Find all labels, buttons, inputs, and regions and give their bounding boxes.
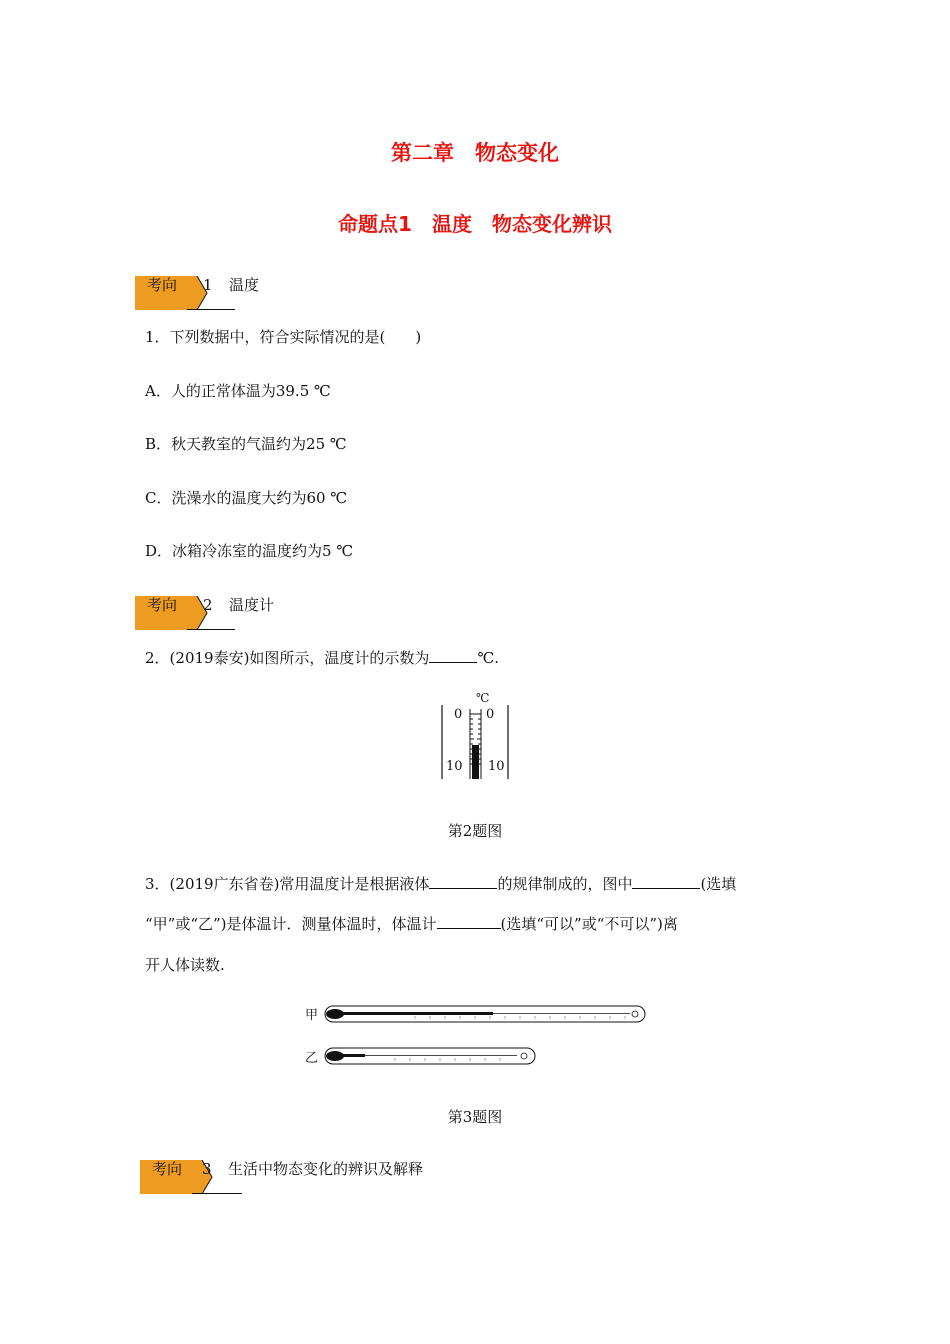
question-1-option-d: D．冰箱冷冻室的温度约为5 ℃ <box>145 542 354 560</box>
question-3-line-1 <box>145 874 736 894</box>
question-3-text: (选填“可以”或“不可以”)离 <box>500 915 678 933</box>
label-jia: 甲 <box>305 1008 319 1023</box>
tag-text: 生活中物态变化的辨识及解释 <box>228 1160 424 1178</box>
question-3-line-2 <box>145 914 678 934</box>
tag-label: 考向 <box>152 1160 183 1178</box>
thermometers-figure <box>305 1000 650 1070</box>
thermometer-scale-top-right: 0 <box>486 707 495 722</box>
tag-number: 3 <box>202 1160 212 1178</box>
question-1-option-b: B．秋天教室的气温约为25 ℃ <box>145 435 347 453</box>
answer-blank <box>429 648 477 663</box>
topic-tag-1 <box>135 276 285 310</box>
question-2-unit: ℃. <box>477 649 499 667</box>
thermometers-drawing <box>305 1000 650 1070</box>
answer-blank <box>437 914 501 929</box>
tag-number: 2 <box>203 596 213 614</box>
question-1-stem: 1．下列数据中，符合实际情况的是( ) <box>145 328 422 346</box>
answer-blank <box>632 874 700 889</box>
question-1-option-a: A．人的正常体温为39.5 ℃ <box>145 382 331 400</box>
tag-underline <box>187 309 235 310</box>
figure-2-caption: 第2题图 <box>447 822 503 840</box>
question-2-text: 2．(2019泰安)如图所示，温度计的示数为 <box>145 649 430 667</box>
thermometer-unit: ℃ <box>476 691 490 705</box>
tag-text: 温度 <box>229 276 260 294</box>
tag-text: 温度计 <box>229 596 275 614</box>
answer-blank <box>429 874 497 889</box>
topic-tag-2 <box>135 596 285 630</box>
question-3-text: “甲”或“乙”)是体温计．测量体温时，体温计 <box>145 915 437 933</box>
tag-underline <box>192 1193 242 1194</box>
thermometer-scale-bottom-right: 10 <box>488 759 505 774</box>
question-2-stem <box>145 648 499 668</box>
thermometer-figure <box>438 693 512 785</box>
chapter-title: 第二章 物态变化 <box>391 141 559 165</box>
question-3-text: 3．(2019广东省卷)常用温度计是根据液体 <box>145 875 430 893</box>
question-3-line-3: 开人体读数. <box>145 956 225 974</box>
tag-label: 考向 <box>147 596 178 614</box>
question-1-option-c: C．洗澡水的温度大约为60 ℃ <box>145 489 348 507</box>
section-title: 命题点1 温度 物态变化辨识 <box>338 212 612 236</box>
thermometer-scale-bottom-left: 10 <box>446 759 463 774</box>
tag-label: 考向 <box>147 276 178 294</box>
figure-3-caption: 第3题图 <box>447 1108 503 1126</box>
topic-tag-3 <box>140 1160 470 1194</box>
question-3-text: (选填 <box>700 875 737 893</box>
tag-number: 1 <box>203 276 213 294</box>
label-yi: 乙 <box>305 1051 319 1066</box>
thermometer-scale-top-left: 0 <box>454 707 463 722</box>
tag-underline <box>187 629 235 630</box>
question-3-text: 的规律制成的，图中 <box>497 875 633 893</box>
